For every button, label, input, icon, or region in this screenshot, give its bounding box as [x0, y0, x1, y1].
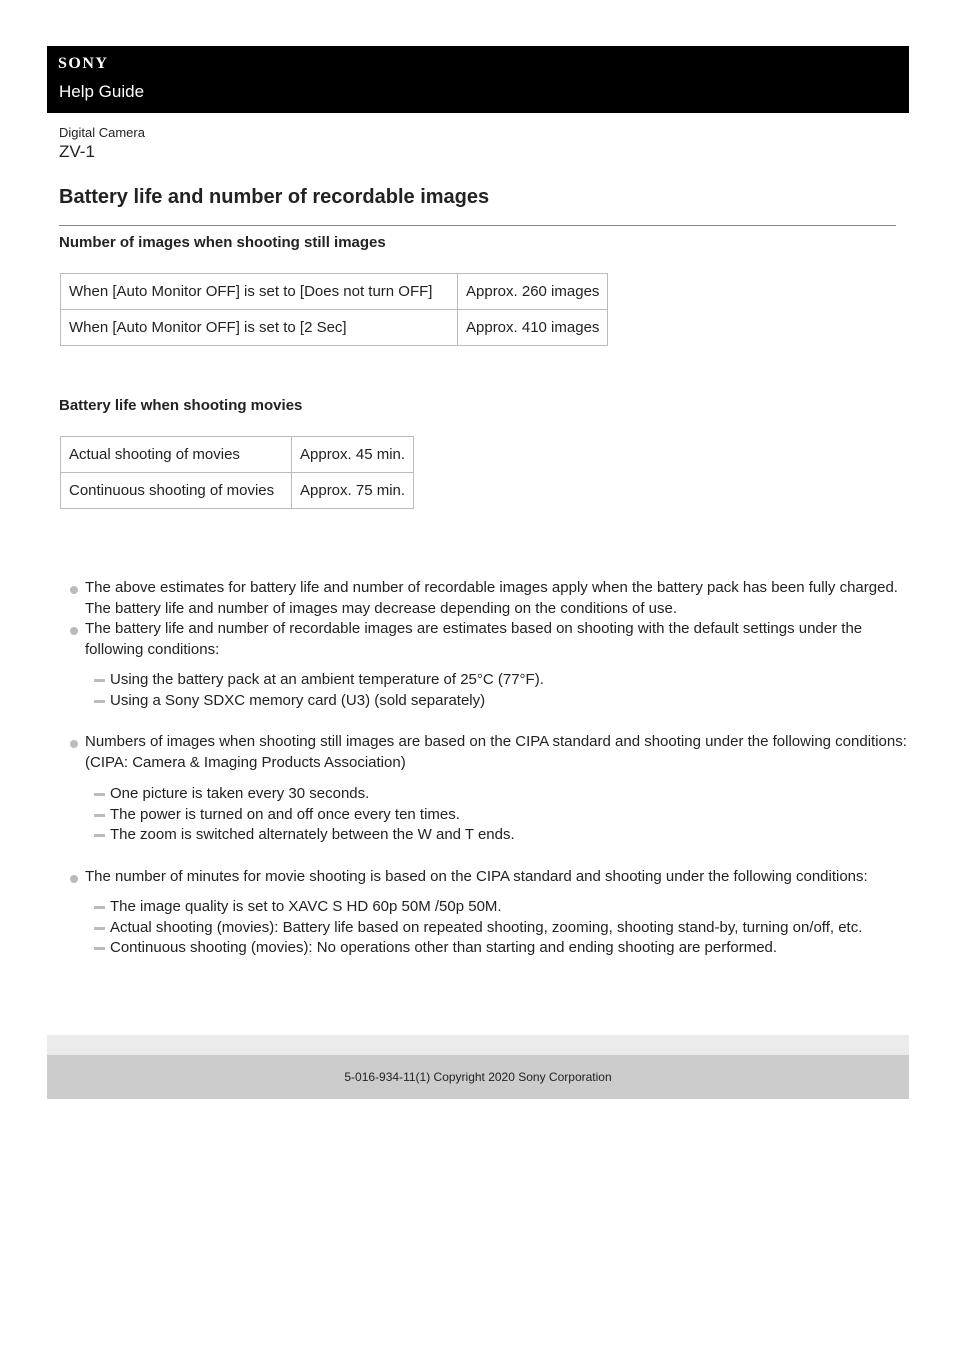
- notes-list: [60, 578, 910, 959]
- page-footer: [47, 1055, 909, 1099]
- help-guide-title[interactable]: Help Guide: [59, 82, 145, 101]
- table-row: [61, 274, 608, 310]
- dash-icon: [94, 679, 105, 682]
- sub-list-item: [60, 825, 910, 846]
- dash-icon: [94, 906, 105, 909]
- page-header: [47, 46, 909, 113]
- sub-list-item: [60, 897, 910, 918]
- sub-list-item: [60, 918, 910, 939]
- table-row: [61, 473, 414, 509]
- product-category: Digital Camera: [59, 125, 145, 140]
- sub-item-text: The zoom is switched alternately between the W and T ends.: [110, 826, 515, 843]
- bullet-icon: [70, 740, 78, 748]
- dash-icon: [94, 814, 105, 817]
- value-cell: Approx. 410 images: [458, 310, 608, 346]
- movie-battery-heading: Battery life when shooting movies: [59, 397, 303, 414]
- table-row: [61, 310, 608, 346]
- dash-icon: [94, 927, 105, 930]
- value-cell: Approx. 75 min.: [292, 473, 414, 509]
- dash-icon: [94, 947, 105, 950]
- list-item: [60, 867, 910, 888]
- sub-item-text: The image quality is set to XAVC S HD 60p 50M /50p 50M.: [110, 898, 502, 915]
- note-text: The battery life and number of recordable images are estimates based on shooting with the default settings under the following conditions:: [85, 620, 863, 658]
- sub-item-text: Actual shooting (movies): Battery life based on repeated shooting, zooming, shooting stand-by, turning on/off, etc.: [110, 918, 863, 936]
- copyright-text: 5-016-934-11(1) Copyright 2020 Sony Corporation: [344, 1070, 612, 1084]
- sub-item-text: Using the battery pack at an ambient temperature of 25°C (77°F).: [110, 671, 544, 688]
- condition-cell: Actual shooting of movies: [61, 437, 292, 473]
- sub-item-text: One picture is taken every 30 seconds.: [110, 785, 370, 802]
- title-divider: [59, 225, 896, 226]
- dash-icon: [94, 834, 105, 837]
- sub-item-text: Using a Sony SDXC memory card (U3) (sold separately): [110, 691, 486, 709]
- still-images-table: [60, 273, 608, 346]
- dash-icon: [94, 700, 105, 703]
- note-text: The number of minutes for movie shooting is based on the CIPA standard and shooting under the following conditions:: [85, 867, 868, 885]
- value-cell: Approx. 260 images: [458, 274, 608, 310]
- table-row: [61, 437, 414, 473]
- list-item: [60, 732, 910, 773]
- value-cell: Approx. 45 min.: [292, 437, 414, 473]
- sub-list-item: [60, 938, 910, 959]
- sub-list-item: [60, 784, 910, 805]
- condition-cell: Continuous shooting of movies: [61, 473, 292, 509]
- bullet-icon: [70, 586, 78, 594]
- footer-top-band: [47, 1035, 909, 1055]
- sub-list-item: [60, 691, 910, 712]
- note-text: Numbers of images when shooting still images are based on the CIPA standard and shooting under the following conditions:: [85, 733, 907, 750]
- list-item: [60, 619, 910, 660]
- still-images-heading: Number of images when shooting still images: [59, 234, 386, 251]
- movie-battery-table: [60, 436, 414, 509]
- sub-item-text: Continuous shooting (movies): No operations other than starting and ending shooting are performed.: [110, 939, 778, 956]
- sony-logo[interactable]: SONY: [58, 55, 109, 72]
- condition-cell: When [Auto Monitor OFF] is set to [2 Sec]: [61, 310, 458, 346]
- product-model: ZV-1: [59, 142, 95, 161]
- bullet-icon: [70, 627, 78, 635]
- page-title: Battery life and number of recordable images: [59, 186, 490, 208]
- sub-item-text: The power is turned on and off once every ten times.: [110, 805, 460, 823]
- dash-icon: [94, 793, 105, 796]
- bullet-icon: [70, 875, 78, 883]
- sub-list-item: [60, 805, 910, 826]
- list-item: [60, 578, 910, 619]
- note-text: The above estimates for battery life and number of recordable images apply when the battery pack has been fully charged. The battery life and number of images may decrease depending on the conditions of use.: [85, 579, 898, 617]
- sub-list-item: [60, 670, 910, 691]
- note-text-secondary: (CIPA: Camera & Imaging Products Association): [85, 753, 406, 771]
- condition-cell: When [Auto Monitor OFF] is set to [Does not turn OFF]: [61, 274, 458, 310]
